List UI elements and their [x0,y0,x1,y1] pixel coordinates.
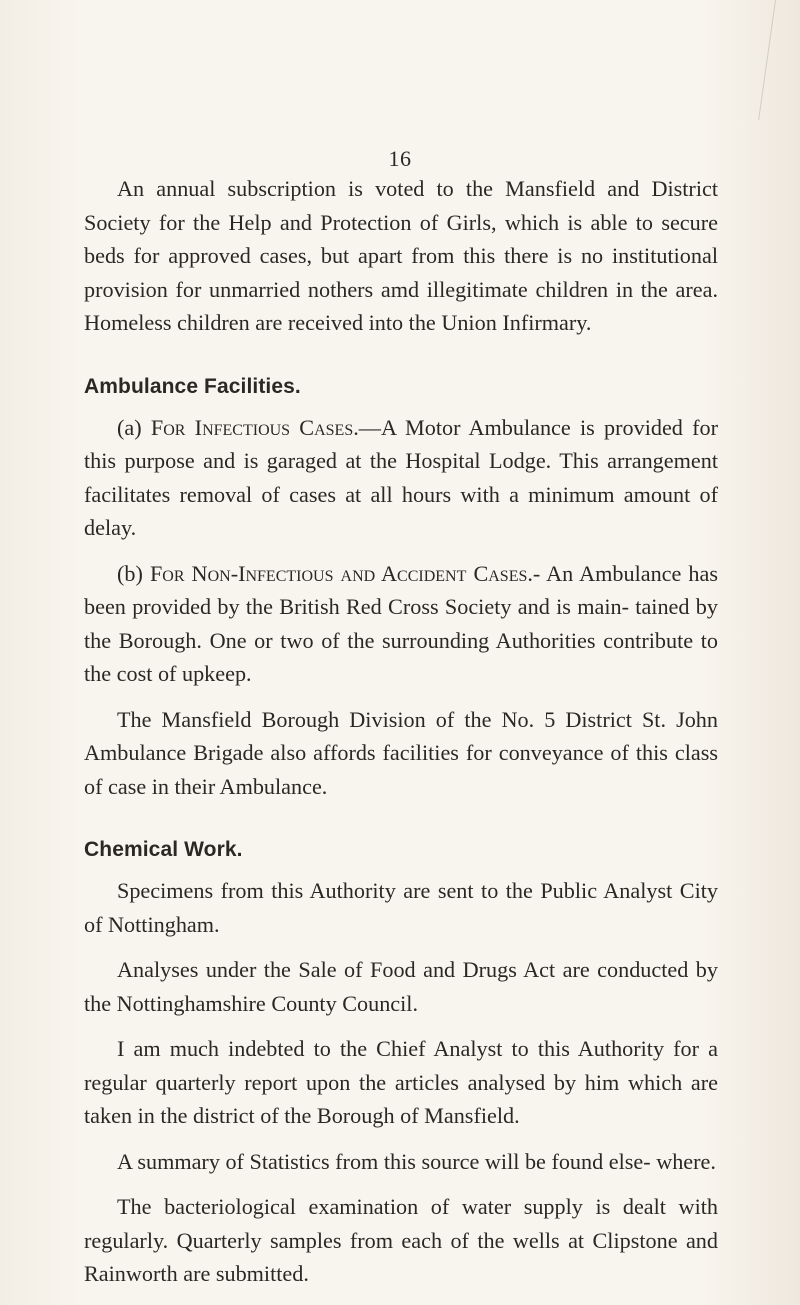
specimens-paragraph: Specimens from this Authority are sent to the Public Analyst City of Nottingham. [84,878,718,937]
page-edge-mark [758,0,800,120]
water-supply-paragraph: The bacteriological examination of water supply is dealt with regularly. Quarterly samples from each of the wells at Clipstone and Rainworth are submitted. [84,1194,718,1286]
non-infectious-cases-label: For Non-Infectious and Accident Cases. [149,560,533,586]
infectious-cases-prefix: (a) [117,414,151,440]
ambulance-facilities-heading: Ambulance Facilities. [84,374,301,398]
food-drugs-paragraph: Analyses under the Sale of Food and Drugs Act are conducted by the Nottinghamshire County Council. [84,957,718,1016]
st-john-brigade-paragraph: The Mansfield Borough Division of the No. 5 District St. John Ambulance Brigade also affords facilities for conveyance of this class of case in their Ambulance. [84,706,718,799]
non-infectious-cases-text: - An Ambulance has been provided by the British Red Cross Society and is main- tained by the Borough. One or two of the surrounding Authorities contribute to the cost of upkeep. [84,560,718,686]
non-infectious-cases-prefix: (b) [117,560,150,586]
statistics-summary-paragraph: A summary of Statistics from this source will be found else- where. [117,1148,716,1174]
chief-analyst-paragraph: I am much indebted to the Chief Analyst to this Authority for a regular quarterly report upon the articles analysed by him which are taken in the district of the Borough of Mansfield. [84,1036,718,1128]
chemical-work-heading: Chemical Work. [84,838,243,861]
page-number: 16 [388,146,412,171]
non-infectious-cases-paragraph [84,557,718,691]
intro-paragraph: An annual subscription is voted to the Mansfield and District Society for the Help and Protection of Girls, which is able to secure beds for approved cases, but apart from this there is no institutional provision for unmarried nothers amd illegitimate children in the area. Homeless children are received into the Union Infirmary. [84,176,718,335]
infectious-cases-text: —A Motor Ambulance is provided for this purpose and is garaged at the Hospital Lodge. This arrangement facilitates removal of cases at all hours with a minimum amount of delay. [84,414,718,540]
infectious-cases-label: For Infectious Cases. [150,414,359,440]
infectious-cases-paragraph [84,411,718,545]
document-body [84,172,718,1291]
